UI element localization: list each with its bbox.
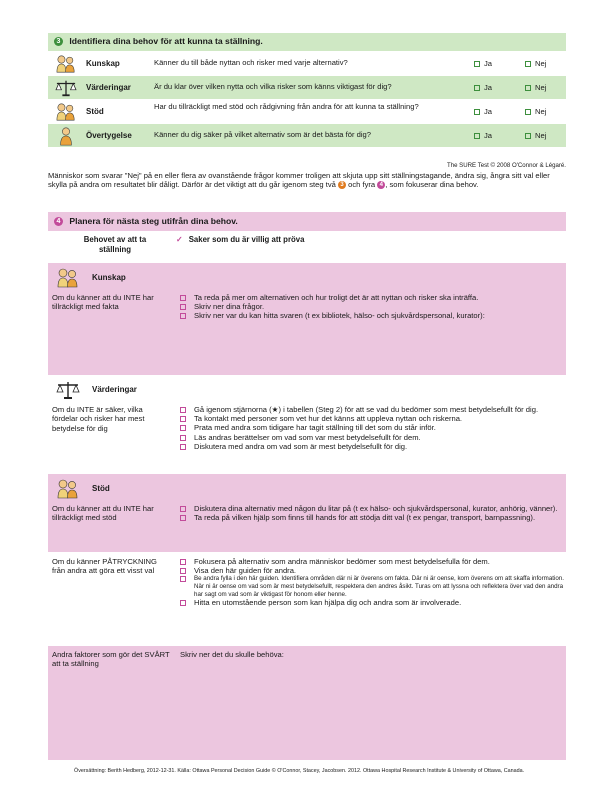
write-area-label[interactable]: Skriv ner det du skulle behöva: xyxy=(180,650,284,659)
row-label: Stöd xyxy=(86,107,104,116)
footer-source: Källa: Ottawa Personal Decision Guide © O'Connor, Stacey, Jacobsen. 2012. Ottawa Hospital Research Institute & University of Ottawa, Canada. xyxy=(177,768,525,774)
action-list xyxy=(180,557,564,607)
sure-row-overtygelse xyxy=(48,123,566,147)
section-4-number: 4 xyxy=(54,217,63,226)
no-checkbox[interactable]: Nej xyxy=(525,83,546,92)
section-3-number: 3 xyxy=(54,37,63,46)
footer-translation: Översättning: Berith Hedberg, 2012-12-31. xyxy=(74,768,176,774)
scale-icon xyxy=(56,379,80,401)
block-stod xyxy=(48,474,566,552)
sure-row-stod xyxy=(48,99,566,123)
column-headers xyxy=(48,231,566,263)
section-4 xyxy=(48,212,566,760)
yes-checkbox[interactable]: Ja xyxy=(474,83,492,92)
action-item[interactable]: Be andra fylla i den här guiden. Identifiera områden där ni är överens om fakta. Där ni är oense, kom överens om att skaffa information. När ni är oense om vad som är mest betydelsefullt, respektera den andres åsikt. Turas om att lyssna och reflektera över vad den andra har sagt om vad som är viktigast för honom eller henne. xyxy=(180,575,564,598)
block-title: Värderingar xyxy=(92,385,137,394)
section-3-header xyxy=(48,33,566,51)
people-knowledge-icon xyxy=(54,54,78,74)
action-item[interactable]: Läs andras berättelser om vad som var mest betydelsefullt för dem. xyxy=(180,433,564,442)
col-actions-header: ✓ Saker som du är villig att pröva xyxy=(176,235,305,244)
footer xyxy=(74,768,524,774)
action-item[interactable]: Fokusera på alternativ som andra människor bedömer som mest betydelsefulla för dem. xyxy=(180,557,564,566)
sure-row-kunskap xyxy=(48,51,566,75)
sure-credit: The SURE Test © 2008 O'Connor & Légaré. xyxy=(446,162,566,169)
section-3 xyxy=(48,33,566,147)
sure-row-varderingar xyxy=(48,75,566,99)
col-need-header: Behovet av att ta ställning xyxy=(83,235,147,254)
no-checkbox[interactable]: Nej xyxy=(525,131,546,140)
section-4-title: Planera för nästa steg utifrån dina behov. xyxy=(69,216,238,226)
row-question: Känner du dig säker på vilket alternativ som är det bästa för dig? xyxy=(154,130,371,139)
section-3-title: Identifiera dina behov för att kunna ta ställning. xyxy=(69,36,263,46)
action-item[interactable]: Ta reda på mer om alternativen och hur troligt det är att nyttan och risker ska inträffa. xyxy=(180,293,564,302)
row-label: Värderingar xyxy=(86,83,131,92)
scale-icon xyxy=(54,78,78,98)
action-item[interactable]: Ta reda på vilken hjälp som finns till hands för att stödja ditt val (t ex pengar, transport, barnpassning). xyxy=(180,513,564,522)
action-item[interactable]: Gå igenom stjärnorna (★) i tabellen (Steg 2) för att se vad du bedömer som mest betydelsefullt för dig. xyxy=(180,405,564,414)
need-description: Om du INTE är säker, vilka fördelar och risker har mest betydelse för dig xyxy=(52,405,145,433)
need-description: Om du känner PÅTRYCKNING från andra att göra ett visst val xyxy=(52,557,157,576)
block-other-factors xyxy=(48,646,566,760)
block-title: Kunskap xyxy=(92,273,126,282)
need-description: Andra faktorer som gör det SVÅRT att ta ställning xyxy=(52,650,170,669)
action-item[interactable]: Diskutera dina alternativ med någon du litar på (t ex hälso- och sjukvårdspersonal, kurator, anhörig, vänner). xyxy=(180,504,564,513)
action-list xyxy=(180,504,564,522)
action-list xyxy=(180,405,564,451)
action-item[interactable]: Skriv ner dina frågor. xyxy=(180,302,564,311)
support-people-icon xyxy=(56,478,80,500)
action-item[interactable]: Ta kontakt med personer som vet hur det känns att uppleva nyttan och riskerna. xyxy=(180,414,564,423)
section-4-header xyxy=(48,212,566,231)
row-label: Kunskap xyxy=(86,59,120,68)
people-knowledge-icon xyxy=(56,267,80,289)
action-item[interactable]: Prata med andra som tidigare har tagit ställning till det som du står inför. xyxy=(180,423,564,432)
need-description: Om du känner att du INTE har tillräckligt med stöd xyxy=(52,504,154,523)
row-question: Har du tillräckligt med stöd och rådgivning från andra för att kunna ta ställning? xyxy=(154,102,419,111)
no-checkbox[interactable]: Nej xyxy=(525,59,546,68)
block-pressure xyxy=(48,552,566,646)
block-varderingar xyxy=(48,375,566,474)
action-item[interactable]: Hitta en utomstående person som kan hjälpa dig och andra som är involverade. xyxy=(180,598,564,607)
row-label: Övertygelse xyxy=(86,131,132,140)
action-item[interactable]: Skriv ner var du kan hitta svaren (t ex bibliotek, hälso- och sjukvårdspersonal, kurator): xyxy=(180,311,564,320)
action-item[interactable]: Visa den här guiden för andra. xyxy=(180,566,564,575)
checkmark-icon: ✓ xyxy=(176,235,183,244)
row-question: Känner du till både nyttan och risker med varje alternativ? xyxy=(154,58,348,67)
block-title: Stöd xyxy=(92,484,110,493)
step-3-badge: 3 xyxy=(338,181,346,189)
need-description: Om du känner att du INTE har tillräckligt med fakta xyxy=(52,293,154,312)
row-question: Är du klar över vilken nytta och vilka risker som känns viktigast för dig? xyxy=(154,82,392,91)
yes-checkbox[interactable]: Ja xyxy=(474,59,492,68)
no-checkbox[interactable]: Nej xyxy=(525,107,546,116)
certainty-person-icon xyxy=(54,126,78,146)
yes-checkbox[interactable]: Ja xyxy=(474,107,492,116)
step-4-badge: 4 xyxy=(377,181,385,189)
intro-paragraph: Människor som svarar "Nej" på en eller flera av ovanstående frågor kommer troligen att skjuta upp sitt ställningstagande, ändra sig, ångra sitt val eller skylla på andra om resultatet blir dåligt. Därför är det viktigt att du går igenom steg två 3 och fyra 4 , som fokuserar dina behov. xyxy=(48,171,550,190)
yes-checkbox[interactable]: Ja xyxy=(474,131,492,140)
block-kunskap xyxy=(48,263,566,375)
action-list xyxy=(180,293,564,321)
support-people-icon xyxy=(54,102,78,122)
action-item[interactable]: Diskutera med andra om vad som är mest betydelsefullt för dig. xyxy=(180,442,564,451)
